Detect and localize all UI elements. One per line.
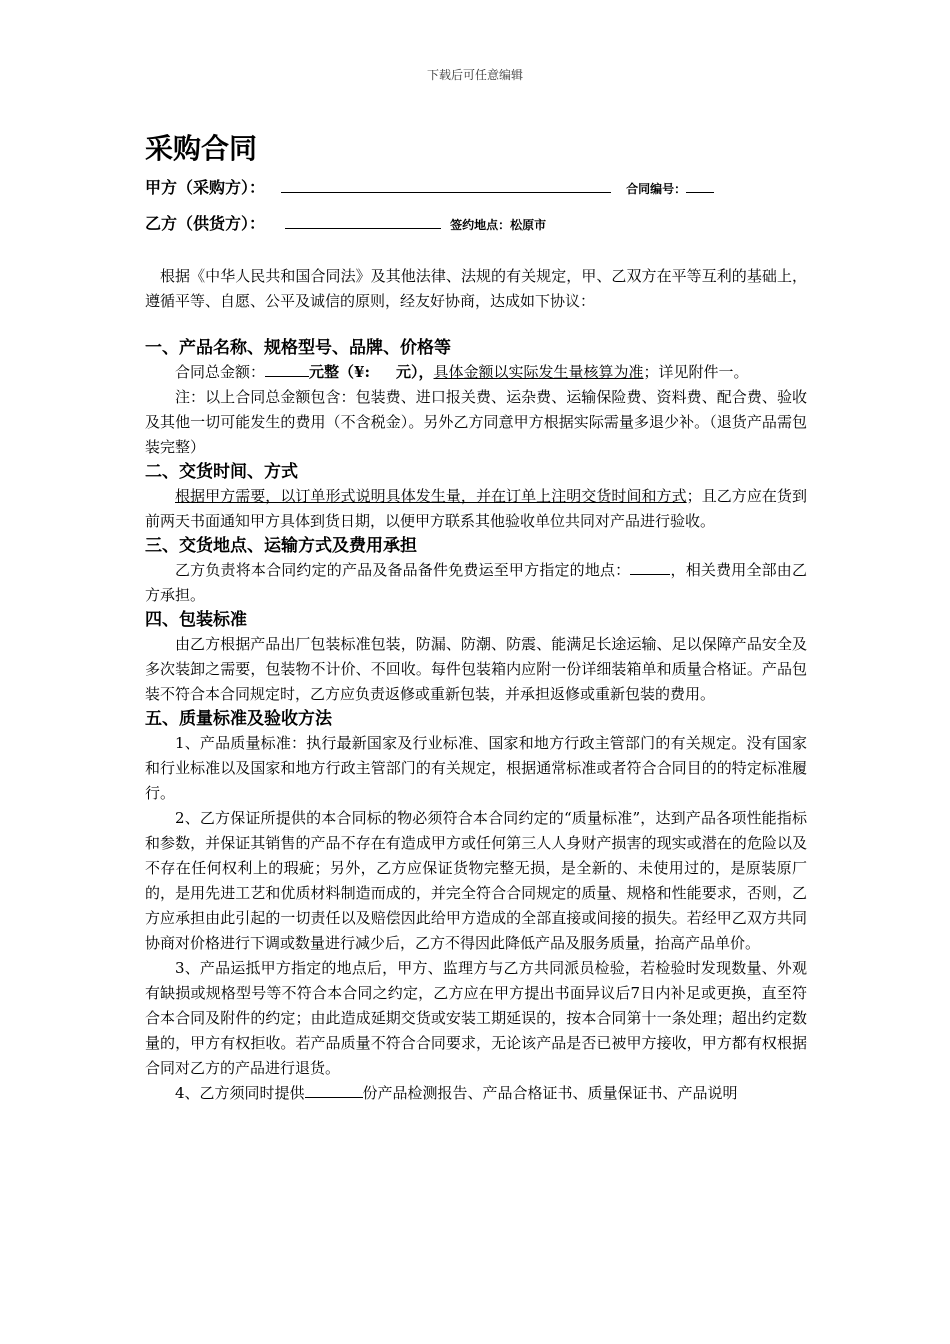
total-amount-label: 合同总金额： [175, 363, 266, 381]
delivery-place-clause: 乙方负责将本合同约定的产品及备品备件免费运至甲方指定的地点： [175, 561, 631, 579]
section-2-heading: 二、交货时间、方式 [145, 462, 298, 482]
report-count-label: 4、乙方须同时提供 [175, 1084, 305, 1102]
party-a-blank [281, 176, 611, 193]
contract-no-label: 合同编号： [626, 182, 687, 196]
order-form-clause: 根据甲方需要，以订单形式说明具体发生量，并在订单上注明交货时间和方式 [175, 487, 687, 505]
report-count-blank [305, 1083, 363, 1098]
actual-amount-note: 具体金额以实际发生量核算为准 [433, 363, 644, 381]
section-5-item-3: 3、产品运抵甲方指定的地点后，甲方、监理方与乙方共同派员检验，若检验时发现数量、外观有缺损或规格型号等不符合本合同之约定，乙方应在甲方提出书面异议后7日内补足或更换，直至符合本合同及附件的约定；由此造成延期交货或安装工期延误的，按本合同第十一条处理；超出约定数量的，甲方有权拒收。若产品质量不符合合同要求，无论该产品是否已被甲方接收，甲方都有权根据合同对乙方的产品进行退货。 [145, 959, 807, 1077]
section-5-heading: 五、质量标准及验收方法 [145, 709, 332, 729]
contract-no-blank [686, 176, 714, 193]
header-note: 下载后可任意编辑 [426, 68, 523, 82]
report-documents-list: 份产品检测报告、产品合格证书、质量保证书、产品说明 [362, 1084, 738, 1102]
section-1-paragraph-1 [145, 360, 807, 385]
delivery-notice-clause: ；且乙方应在货到前两天书面通知甲方具体到货日期，以便甲方联系其他验收单位共同对产品进行验收。 [145, 487, 807, 530]
section-5-item-1: 1、产品质量标准：执行最新国家及行业标准、国家和地方行政主管部门的有关规定。没有国家和行业标准以及国家和地方行政主管部门的有关规定，根据通常标准或者符合合同目的的特定标准履行。 [145, 734, 807, 802]
section-3-paragraph [145, 558, 807, 608]
section-4-heading: 四、包装标准 [145, 610, 247, 630]
section-5-item-4 [145, 1081, 807, 1106]
intro-paragraph: 根据《中华人民共和国合同法》及其他法律、法规的有关规定，甲、乙双方在平等互利的基础上，遵循平等、自愿、公平及诚信的原则，经友好协商，达成如下协议： [145, 267, 807, 310]
total-amount-yuan: 元）， [396, 363, 434, 381]
section-3-heading: 三、交货地点、运输方式及费用承担 [145, 536, 417, 556]
party-a-line [145, 176, 714, 201]
total-amount-unit: 元整（¥: [309, 363, 370, 381]
contract-body [145, 264, 807, 1106]
section-4-paragraph: 由乙方根据产品出厂包装标准包装，防漏、防潮、防震、能满足长途运输、足以保障产品安全及多次装卸之需要，包装物不计价、不回收。每件包装箱内应附一份详细装箱单和质量合格证。产品包装不符合本合同规定时，乙方应负责返修或重新包装，并承担返修或重新包装的费用。 [145, 635, 807, 703]
section-2-paragraph [145, 484, 807, 534]
section-1-heading: 一、产品名称、规格型号、品牌、价格等 [145, 338, 451, 358]
total-amount-blank [265, 362, 309, 377]
delivery-cost-clause: ，相关费用全部由乙方承担。 [145, 561, 807, 604]
party-a-label: 甲方（采购方）： [145, 178, 266, 197]
party-b-blank [285, 212, 441, 229]
section-1-note: 注：以上合同总金额包含：包装费、进口报关费、运杂费、运输保险费、资料费、配合费、验收及其他一切可能发生的费用（不含税金）。另外乙方同意甲方根据实际需量多退少补。（退货产品需包装完整） [145, 388, 807, 456]
attachment-ref: ；详见附件一。 [643, 363, 749, 381]
party-b-line [145, 212, 546, 237]
sign-place-label: 签约地点：松原市 [450, 218, 547, 232]
delivery-place-blank [630, 560, 670, 575]
document-title: 采购合同 [145, 132, 258, 165]
party-b-label: 乙方（供货方）： [145, 214, 266, 233]
section-5-item-2: 2、乙方保证所提供的本合同标的物必须符合本合同约定的“质量标准”，达到产品各项性能指标和参数，并保证其销售的产品不存在有造成甲方或任何第三人人身财产损害的现实或潜在的危险以及不存在任何权利上的瑕疵；另外，乙方应保证货物完整无损，是全新的、未使用过的，是原装原厂的，是用先进工艺和优质材料制造而成的，并完全符合合同规定的质量、规格和性能要求，否则，乙方应承担由此引起的一切责任以及赔偿因此给甲方造成的全部直接或间接的损失。若经甲乙双方共同协商对价格进行下调或数量进行减少后，乙方不得因此降低产品及服务质量，抬高产品单价。 [145, 809, 807, 952]
